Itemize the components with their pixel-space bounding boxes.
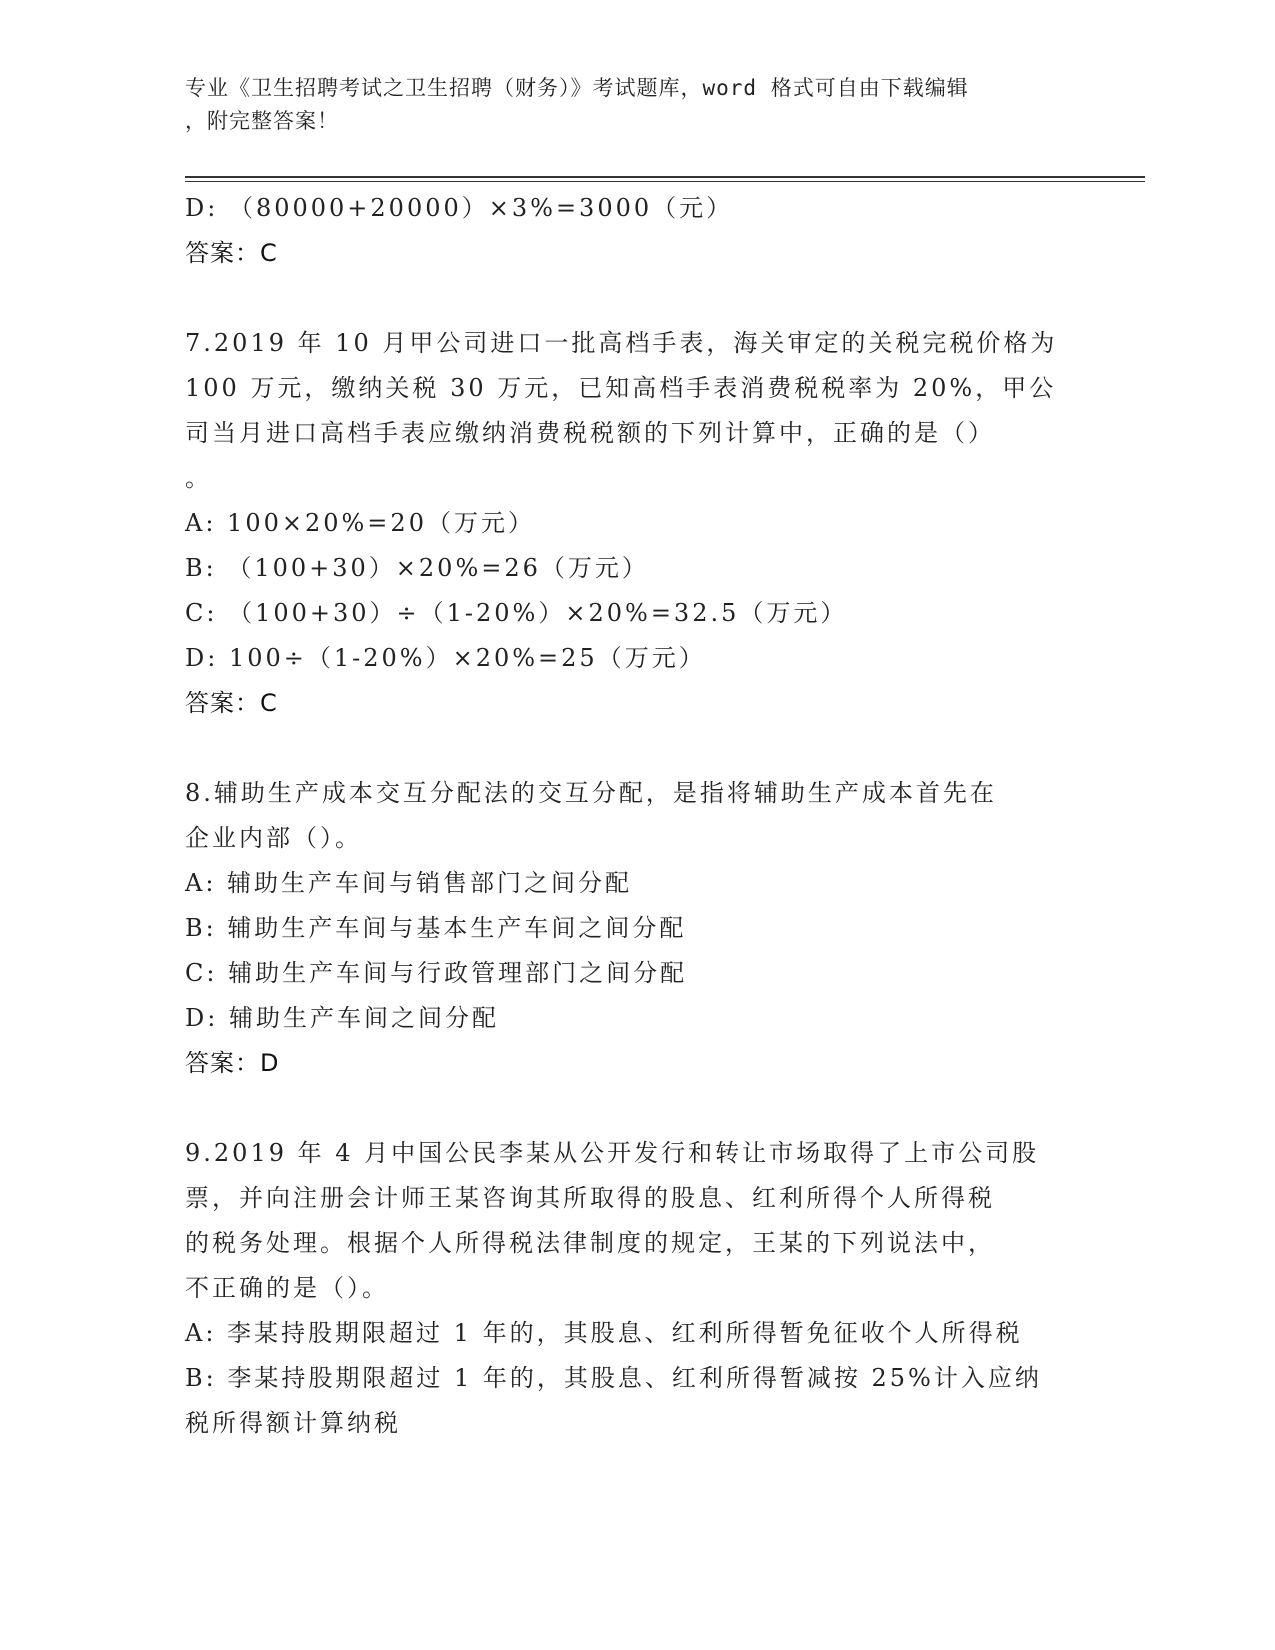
header-line-2: ，附完整答案！ bbox=[185, 109, 339, 133]
spacer bbox=[185, 1086, 1085, 1131]
option-c: C: 辅助生产车间与行政管理部门之间分配 bbox=[185, 959, 688, 987]
option-b: B: 李某持股期限超过 1 年的，其股息、红利所得暂减按 25%计入应纳 bbox=[185, 1364, 1042, 1392]
option-b: B: 辅助生产车间与基本生产车间之间分配 bbox=[185, 914, 687, 942]
question-stem-line: 9.2019 年 4 月中国公民李某从公开发行和转让市场取得了上市公司股 bbox=[185, 1139, 1040, 1167]
previous-question-tail bbox=[185, 186, 1085, 276]
document-body bbox=[185, 186, 1085, 1446]
question-stem-line: 100 万元，缴纳关税 30 万元，已知高档手表消费税税率为 20%，甲公 bbox=[185, 374, 1057, 402]
option-c: C: （100+30）÷（1-20%）×20%=32.5（万元） bbox=[185, 599, 848, 627]
option-a: A: 李某持股期限超过 1 年的，其股息、红利所得暂免征收个人所得税 bbox=[185, 1319, 1023, 1347]
option-a: A: 辅助生产车间与销售部门之间分配 bbox=[185, 869, 633, 897]
answer-line: 答案：D bbox=[185, 1049, 280, 1077]
option-d: D: 100÷（1-20%）×20%=25（万元） bbox=[185, 644, 706, 672]
question-stem-line: 企业内部（）。 bbox=[185, 824, 362, 852]
question-7 bbox=[185, 321, 1085, 726]
option-d: D: （80000+20000）×3%=3000（元） bbox=[185, 194, 734, 222]
question-stem-line: 8.辅助生产成本交互分配法的交互分配，是指将辅助生产成本首先在 bbox=[185, 779, 997, 807]
spacer bbox=[185, 726, 1085, 771]
answer-line: 答案：C bbox=[185, 689, 278, 717]
question-stem-line: 司当月进口高档手表应缴纳消费税税额的下列计算中，正确的是（） bbox=[185, 419, 995, 447]
question-stem-line: 7.2019 年 10 月甲公司进口一批高档手表，海关审定的关税完税价格为 bbox=[185, 329, 1058, 357]
header-divider-thick bbox=[185, 176, 1145, 178]
option-b-continued: 税所得额计算纳税 bbox=[185, 1409, 401, 1437]
header-divider-thin bbox=[185, 181, 1145, 182]
question-stem-line: 票，并向注册会计师王某咨询其所取得的股息、红利所得个人所得税 bbox=[185, 1184, 995, 1212]
question-stem-line: 不正确的是（）。 bbox=[185, 1274, 389, 1302]
option-b: B: （100+30）×20%=26（万元） bbox=[185, 554, 649, 582]
question-stem-line: 。 bbox=[185, 464, 212, 492]
spacer bbox=[185, 276, 1085, 321]
question-8 bbox=[185, 771, 1085, 1086]
question-9 bbox=[185, 1131, 1085, 1446]
option-a: A: 100×20%=20（万元） bbox=[185, 509, 535, 537]
option-d: D: 辅助生产车间之间分配 bbox=[185, 1004, 499, 1032]
page-header bbox=[185, 72, 1065, 138]
question-stem-line: 的税务处理。根据个人所得税法律制度的规定，王某的下列说法中， bbox=[185, 1229, 995, 1257]
header-line-1: 专业《卫生招聘考试之卫生招聘（财务）》考试题库，word 格式可自由下载编辑 bbox=[185, 76, 969, 100]
answer-line: 答案：C bbox=[185, 239, 278, 267]
